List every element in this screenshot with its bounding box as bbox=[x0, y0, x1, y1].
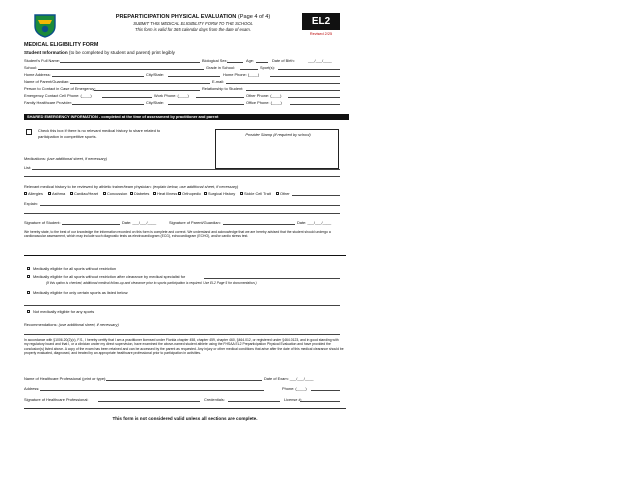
recommendations-label: Recommendations: (use additional sheet, if necessary) bbox=[24, 322, 119, 327]
work-phone-label: Work Phone: (____) bbox=[154, 93, 189, 98]
home-address-field[interactable] bbox=[52, 76, 144, 77]
hcp-phone-field[interactable] bbox=[311, 390, 340, 391]
certain-sports-field[interactable] bbox=[24, 305, 340, 306]
eligible-certain-label: Medically eligible for only certain sports as listed below: bbox=[33, 290, 129, 295]
heat-illness-checkbox[interactable] bbox=[153, 192, 156, 195]
emergency-cell-field[interactable] bbox=[102, 97, 152, 98]
office-phone-field[interactable] bbox=[290, 104, 340, 105]
eligible-certain-checkbox[interactable] bbox=[27, 291, 30, 294]
city-state-label: City/State: bbox=[146, 72, 164, 77]
medications-label: Medications: (use additional sheet, if necessary) bbox=[24, 156, 108, 161]
eligible-after-clearance-checkbox[interactable] bbox=[27, 275, 30, 278]
grade-field[interactable] bbox=[240, 69, 258, 70]
dob-label: Date of Birth: bbox=[272, 58, 295, 63]
bio-sex-label: Biological Sex: bbox=[202, 58, 228, 63]
footer-note: This form is not considered valid unless all sections are complete. bbox=[112, 416, 258, 421]
revision-date: Revised 2/25 bbox=[309, 32, 333, 36]
home-phone-label: Home Phone: (____) bbox=[223, 72, 260, 77]
age-label: Age: bbox=[246, 58, 255, 63]
provider-stamp-box[interactable] bbox=[215, 129, 339, 169]
provider-city-label: City/State: bbox=[146, 100, 164, 105]
medications-list-label: List: bbox=[24, 165, 32, 170]
cardiac-checkbox[interactable] bbox=[70, 192, 73, 195]
hcp-name-label: Name of Healthcare Professional (print or type): bbox=[24, 376, 107, 381]
concussion-checkbox[interactable] bbox=[103, 192, 106, 195]
license-label: License #: bbox=[284, 397, 302, 402]
relationship-field[interactable] bbox=[246, 90, 340, 91]
hcp-address-field[interactable] bbox=[40, 390, 264, 391]
emergency-cell-label: Emergency Contact Cell Phone: (____) bbox=[24, 93, 92, 98]
form-code-badge: EL2 bbox=[302, 13, 340, 30]
relationship-label: Relationship to Student: bbox=[202, 86, 244, 91]
explain-field[interactable] bbox=[40, 205, 340, 206]
relevant-history-label: Relevant medical history to be reviewed by athletic trainer/team physician: (explain below, use additional sheet, if necessary) bbox=[24, 184, 239, 189]
surgical-history-checkbox[interactable] bbox=[204, 192, 207, 195]
full-name-label: Student's Full Name: bbox=[24, 58, 60, 63]
parent-name-label: Name of Parent/Guardian: bbox=[24, 79, 70, 84]
surgical-history-label: Surgical History bbox=[208, 191, 236, 196]
sickle-cell-checkbox[interactable] bbox=[240, 192, 243, 195]
eligible-after-clearance-label: Medically eligible for all sports without restriction after clearance by medical specialist for bbox=[33, 274, 186, 279]
student-date[interactable]: Date: ___/___/____ bbox=[122, 220, 157, 225]
student-info-heading: Student Information (to be completed by student and parent) print legibly bbox=[24, 50, 175, 55]
recommendations-field[interactable] bbox=[24, 334, 340, 335]
school-label: School: bbox=[24, 65, 37, 70]
cardiac-label: Cardiac/Heart bbox=[74, 191, 99, 196]
explain-field-2[interactable] bbox=[24, 213, 340, 214]
medications-list-field-2[interactable] bbox=[24, 176, 340, 177]
home-address-label: Home Address: bbox=[24, 72, 51, 77]
eligible-all-label: Medically eligible for all sports without restriction bbox=[33, 266, 117, 271]
diabetes-checkbox[interactable] bbox=[130, 192, 133, 195]
exam-date[interactable]: Date of Exam: ___/___/____ bbox=[264, 376, 314, 381]
hcp-signature-label: Signature of Healthcare Professional: bbox=[24, 397, 89, 402]
concussion-label: Concussion bbox=[107, 191, 128, 196]
sickle-cell-label: Sickle Cell Trait bbox=[244, 191, 271, 196]
provider-city-field[interactable] bbox=[168, 104, 244, 105]
form-subtitle: SUBMIT THIS MEDICAL ELIGIBILITY FORM TO THE SCHOOL bbox=[133, 21, 253, 26]
acknowledgement-text: We hereby state, to the best of our knowledge the information recorded on this form is complete and correct. We understand and acknowledge that we are hereby advised that the student should undergo a cardiovascular assessment, which may include such diagnostic tests as electrocardiogram (ECG), echocardiogram (ECHO), and/or cardio stress test. bbox=[24, 230, 331, 239]
bio-sex-field[interactable] bbox=[227, 62, 243, 63]
diabetes-label: Diabetes bbox=[134, 191, 150, 196]
allergies-checkbox[interactable] bbox=[24, 192, 27, 195]
other-checkbox[interactable] bbox=[276, 192, 279, 195]
form-heading: PREPARTICIPATION PHYSICAL EVALUATION (Page 4 of 4) bbox=[115, 14, 271, 20]
not-eligible-checkbox[interactable] bbox=[27, 310, 30, 313]
other-phone-field[interactable] bbox=[288, 97, 340, 98]
no-history-text-1: Check this box if there is no relevant medical history to share related to bbox=[38, 128, 161, 133]
parent-name-field[interactable] bbox=[70, 83, 210, 84]
other-field[interactable] bbox=[292, 195, 340, 196]
form-validity-note: This form is valid for 365 calendar days from the date of exam. bbox=[135, 27, 251, 32]
asthma-label: Asthma bbox=[52, 191, 66, 196]
dob-field[interactable]: ___/___/____ bbox=[308, 58, 332, 63]
full-name-field[interactable] bbox=[60, 62, 200, 63]
school-field[interactable] bbox=[38, 69, 204, 70]
sports-field[interactable] bbox=[278, 69, 340, 70]
fhsaa-logo bbox=[32, 12, 58, 38]
office-phone-label: Office Phone: (____) bbox=[246, 100, 282, 105]
hcp-name-field[interactable] bbox=[106, 380, 262, 381]
city-state-field[interactable] bbox=[168, 76, 220, 77]
emergency-person-label: Person to Contact in Case of Emergency: bbox=[24, 86, 96, 91]
credentials-field[interactable] bbox=[228, 401, 280, 402]
explain-label: Explain: bbox=[24, 201, 38, 206]
allergies-label: Allergies bbox=[28, 191, 43, 196]
provider-label: Family Healthcare Provider: bbox=[24, 100, 73, 105]
clearance-note: (If this option is checked, additional medical follow-up and clearance prior to sports participation is required. Use EL2 Page 5 for documentation.) bbox=[46, 281, 257, 285]
no-history-checkbox[interactable] bbox=[26, 129, 32, 135]
parent-date[interactable]: Date: ___/___/____ bbox=[297, 220, 332, 225]
age-field[interactable] bbox=[256, 62, 268, 63]
asthma-checkbox[interactable] bbox=[48, 192, 51, 195]
medications-list-field[interactable] bbox=[32, 169, 340, 170]
parent-signature-field[interactable] bbox=[223, 224, 295, 225]
provider-field[interactable] bbox=[72, 104, 144, 105]
hcp-phone-label: Phone: (____) bbox=[282, 386, 307, 391]
hcp-signature-field[interactable] bbox=[98, 401, 200, 402]
student-signature-label: Signature of Student: bbox=[24, 220, 61, 225]
email-field[interactable] bbox=[226, 83, 340, 84]
sports-label: Sport(s): bbox=[260, 65, 275, 70]
student-signature-field[interactable] bbox=[62, 224, 120, 225]
grade-label: Grade in School: bbox=[206, 65, 235, 70]
section-divider bbox=[24, 255, 346, 256]
form-page bbox=[18, 8, 363, 428]
bottom-divider bbox=[24, 408, 346, 409]
email-label: E-mail: bbox=[212, 79, 225, 84]
credentials-label: Credentials: bbox=[204, 397, 225, 402]
page-title: MEDICAL ELIGIBILITY FORM bbox=[24, 42, 99, 48]
emergency-person-field[interactable] bbox=[94, 90, 200, 91]
other-phone-label: Other Phone: (____) bbox=[246, 93, 282, 98]
parent-signature-label: Signature of Parent/Guardian: bbox=[169, 220, 221, 225]
home-phone-field[interactable] bbox=[270, 76, 340, 77]
heat-illness-label: Heat Illness bbox=[157, 191, 178, 196]
orthopedic-checkbox[interactable] bbox=[178, 192, 181, 195]
eligible-all-checkbox[interactable] bbox=[27, 267, 30, 270]
other-label: Other bbox=[280, 191, 290, 196]
shared-emergency-bar: SHARED EMERGENCY INFORMATION - completed at the time of assessment by practitioner and parent bbox=[24, 114, 349, 120]
work-phone-field[interactable] bbox=[196, 97, 244, 98]
specialist-field[interactable] bbox=[204, 278, 340, 279]
stamp-label: Provider Stamp (if required by school) bbox=[245, 132, 311, 137]
no-history-text-2: participation in competitive sports. bbox=[38, 134, 97, 139]
not-eligible-label: Not medically eligible for any sports bbox=[33, 309, 95, 314]
certification-text: In accordance with §1006.20(2)(c), F.S., I hereby certify that I am a practitioner licensed under Florida chapter 458, chapter 459, chapter 460, §464.012, or registered under §464.0123, and in good standing with my regulatory board and that I, or a clinician under my direct supervision, have examined the above-named student athlete using the FHSAA EL2 Preparticipation Physical Evaluation and have provided the conclusion(s) listed above. A copy of the exam has been retained and can be accessed by the parent as requested. Any injury or other medical conditions that arise after the date of this medical clearance should be properly evaluated, diagnosed, and treated by an appropriate healthcare professional prior to participation in activities. bbox=[24, 338, 344, 355]
license-field[interactable] bbox=[300, 401, 340, 402]
orthopedic-label: Orthopedic bbox=[182, 191, 202, 196]
hcp-address-label: Address: bbox=[24, 386, 40, 391]
